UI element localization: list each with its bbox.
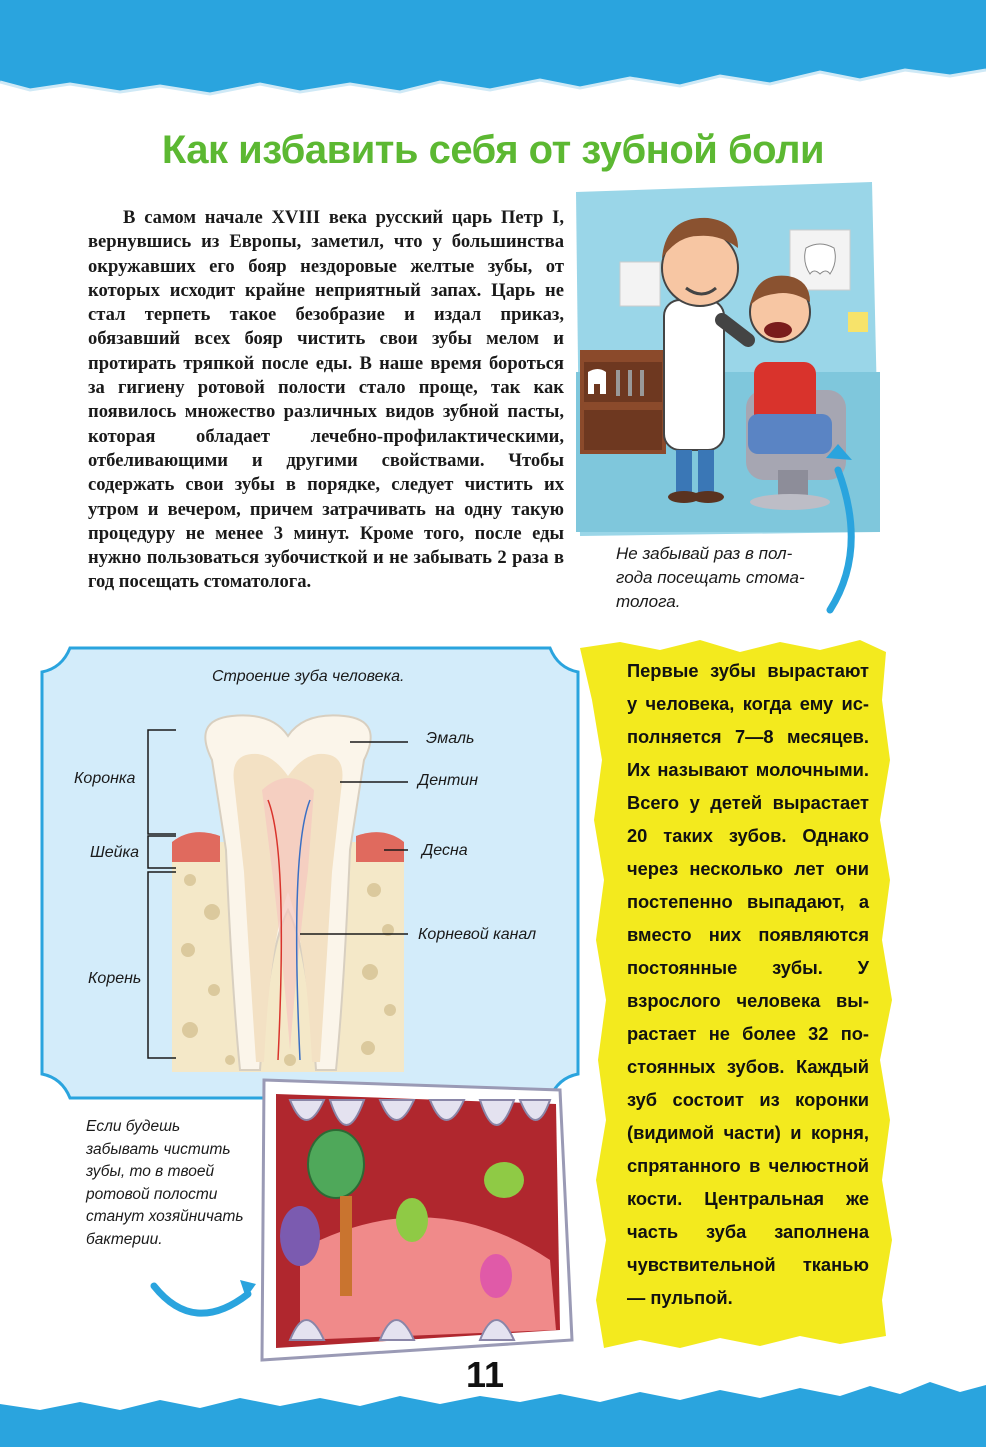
label-dentin: Дентин: [418, 772, 478, 789]
bacteria-illustration: [262, 1080, 572, 1360]
label-gum: Десна: [422, 842, 468, 859]
label-enamel: Эмаль: [426, 730, 475, 747]
label-root: Корень: [88, 970, 142, 987]
top-torn-band: [0, 0, 986, 94]
body-text: [88, 206, 564, 595]
dentist-caption: Не забывай раз в полгода посещать стоматолога.: [616, 544, 805, 611]
diagram-frame: [42, 648, 578, 1098]
diagram-title: Строение зуба человека.: [212, 668, 405, 685]
bacteria-caption-arrow: [154, 1286, 248, 1313]
page-title: Как избавить себя от зубной боли: [161, 128, 825, 172]
fact-box-text: Первые зубы вырастают у человека, когда ему исполняется 7—8 месяцев. Их называют молочными. Всего у детей вырастает 20 таких зубов. Однако через несколько лет они постепенно выпадают, а вместо них появляются постоянные зубы. У взрослого человека вырастает не более 32 постоянных зубов. Каждый зуб состоит из коронки (видимой части) и корня, спрятанного в челюстной кости. Центральная же часть зуба заполнена чувствительной тканью — пульпой.: [627, 660, 869, 1308]
body-paragraph: В самом начале XVIII века русский царь Петр I, вернувшись из Европы, заметил, что у большинства окружавших его бояр нездоровые желтые зубы, от которых исходит крайне неприятный запах. Царь не стал терпеть такое безобразие и издал приказ, обязавший всех бояр чистить свои зубы мелом и протирать тряпкой после еды. В наше время бороться за гигиену ротовой полости стало проще, так как появилось множество различных видов зубной пасты, которая обладает лечебно-профилактическими, отбеливающими и другими свойствами. Чтобы содержать свои зубы в порядке, следует чистить их утром и вечером, причем затрачивать на одну такую процедуру не менее 3 минут. Кроме того, после еды нужно пользоваться зубочисткой и не забывать 2 раза в год посещать стоматолога.: [88, 207, 564, 593]
page-number: 11: [466, 1354, 505, 1395]
label-root-canal: Корневой канал: [418, 926, 537, 943]
label-crown: Коронка: [74, 770, 136, 787]
dentist-illustration: [576, 182, 880, 536]
label-neck: Шейка: [90, 844, 139, 861]
bacteria-caption: Если будешь забывать чистить зубы, то в твоей ротовой полости станут хозяйничать бактерии.: [86, 1118, 244, 1248]
